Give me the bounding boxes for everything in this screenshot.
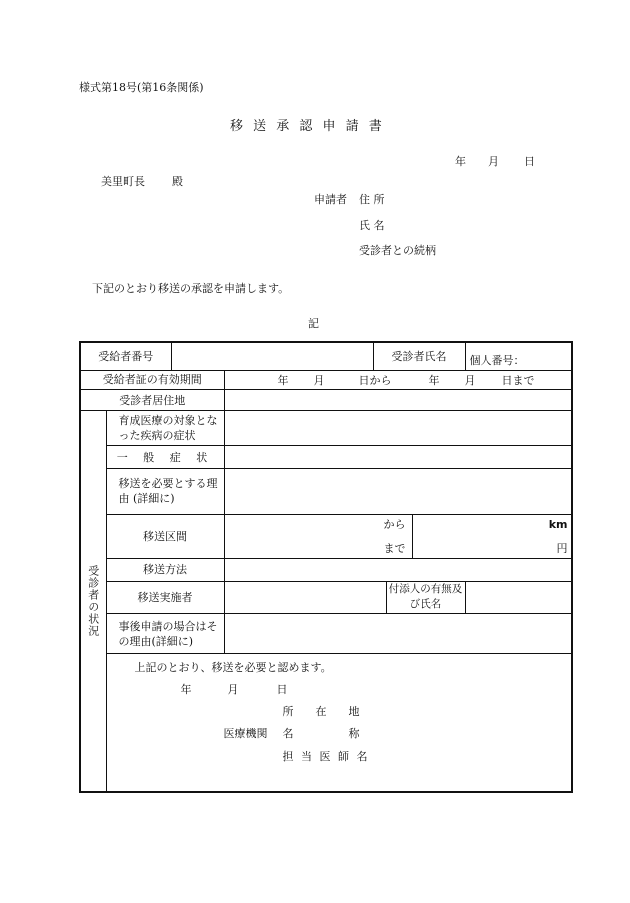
approval-institution-name-label: 名 称 [282, 727, 360, 741]
approval-institution-label: 医療機関 [223, 727, 268, 741]
general-symptom-field[interactable] [224, 446, 572, 468]
row-general-symptom [80, 446, 572, 468]
date-month: 月 [488, 155, 499, 168]
applicant-address-label: 住 所 [359, 193, 385, 206]
period-from-month: 月 [313, 373, 325, 387]
row-reason [80, 468, 572, 514]
method-label: 移送方法 [106, 559, 224, 581]
route-label: 移送区間 [106, 515, 224, 559]
operator-field[interactable] [224, 581, 386, 613]
route-to-label: まで [383, 542, 406, 556]
approval-day: 日 [276, 683, 288, 697]
approval-doctor-label: 担 当 医 師 名 [282, 750, 370, 764]
route-from-to-field[interactable] [224, 515, 412, 559]
disease-symptom-field[interactable] [224, 411, 572, 446]
disease-symptom-label: 育成医療の対象となった疾病の症状 [106, 411, 224, 446]
patient-name-label: 受診者氏名 [373, 342, 465, 370]
operator-label: 移送実施者 [106, 581, 224, 613]
route-yen-unit: 円 [556, 542, 568, 556]
application-form-table [79, 341, 573, 793]
attendant-label: 付添人の有無及び氏名 [386, 581, 465, 613]
row-disease-symptom [80, 411, 572, 446]
patient-status-label: 受診者の状況 [80, 411, 106, 792]
approval-year: 年 [180, 683, 192, 697]
period-from-year: 年 [277, 373, 289, 387]
recipient-number-field[interactable] [171, 342, 373, 370]
route-from-label: から [383, 518, 406, 531]
reason-field[interactable] [224, 468, 572, 514]
period-to-month: 月 [464, 373, 476, 387]
form-number: 様式第18号(第16条関係) [79, 81, 204, 94]
row-recipient [80, 342, 572, 370]
general-symptom-label: 一 般 症 状 [106, 446, 224, 468]
applicant-relation-label: 受診者との続柄 [359, 244, 436, 257]
reason-label: 移送を必要とする理 由 (詳細に) [106, 468, 224, 514]
row-method [80, 559, 572, 581]
row-validity [80, 370, 572, 389]
validity-period-field[interactable] [224, 370, 572, 389]
date-day: 日 [524, 155, 535, 168]
approval-location-label: 所 在 地 [282, 705, 360, 719]
route-km-unit: km [548, 518, 568, 531]
method-field[interactable] [224, 559, 572, 581]
approval-month: 月 [227, 683, 239, 697]
attendant-field[interactable] [465, 581, 572, 613]
applicant-name-label: 氏 名 [359, 219, 385, 232]
period-to-day: 日まで [501, 373, 535, 387]
ki-heading: 記 [308, 317, 319, 330]
route-distance-field[interactable] [412, 515, 572, 559]
row-operator [80, 581, 572, 613]
request-statement: 下記のとおり移送の承認を申請します。 [92, 282, 290, 295]
post-reason-label: 事後申請の場合はその理由(詳細に) [106, 613, 224, 653]
period-to-year: 年 [428, 373, 440, 387]
date-year: 年 [455, 155, 466, 168]
approval-statement: 上記のとおり、移送を必要と認めます。 [134, 661, 332, 675]
page-title: 移 送 承 認 申 請 書 [230, 119, 385, 134]
individual-number-label: 個人番号： [465, 342, 572, 370]
post-reason-field[interactable] [224, 613, 572, 653]
period-from-day: 日から [358, 373, 392, 387]
approval-section [106, 654, 572, 792]
addressee-honorific: 殿 [172, 175, 183, 188]
row-post-reason [80, 613, 572, 653]
residence-field[interactable] [224, 389, 572, 410]
recipient-number-label: 受給者番号 [80, 342, 171, 370]
row-route [80, 515, 572, 559]
applicant-label: 申請者 [314, 193, 347, 206]
addressee-name: 美里町長 [101, 175, 145, 188]
validity-period-label: 受給者証の有効期間 [80, 370, 224, 389]
residence-label: 受診者居住地 [80, 389, 224, 410]
row-residence [80, 389, 572, 410]
row-approval [80, 654, 572, 792]
